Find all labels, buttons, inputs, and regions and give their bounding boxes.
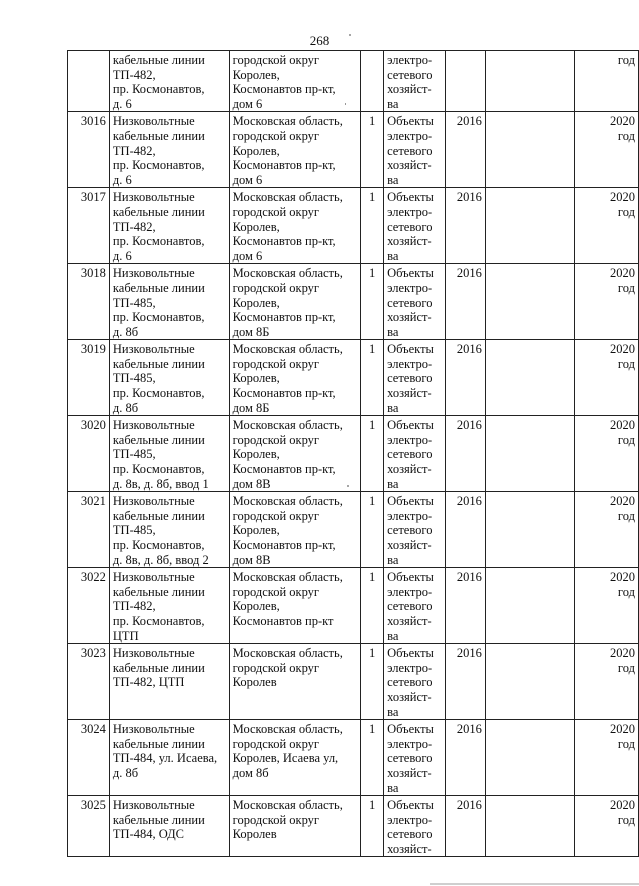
object-year-cell — [446, 720, 486, 796]
object-name: кабельные линии ТП-482, пр. Космонавтов, д. 6 — [112, 53, 205, 111]
object-location: Московская область, городской округ Королев — [232, 646, 343, 690]
row-number: 3020 — [80, 418, 106, 433]
object-quantity-cell — [361, 188, 384, 264]
row-number-cell — [68, 112, 110, 188]
empty-cell-cell — [485, 112, 574, 188]
object-quantity-cell — [361, 644, 384, 720]
empty-cell-cell — [485, 51, 574, 112]
object-type-cell — [384, 492, 446, 568]
object-name-cell — [109, 340, 229, 416]
object-quantity: 1 — [369, 342, 376, 357]
object-location-cell — [229, 720, 361, 796]
object-quantity-cell — [361, 796, 384, 857]
completion-year-cell — [575, 796, 639, 857]
object-name-cell — [109, 796, 229, 857]
object-name-cell — [109, 112, 229, 188]
object-quantity: 1 — [369, 418, 376, 433]
empty-cell-cell — [485, 264, 574, 340]
completion-year: 2020 год — [610, 494, 635, 523]
scan-artifact-dot — [349, 34, 351, 36]
row-number-cell — [68, 568, 110, 644]
object-name: Низковольтные кабельные линии ТП-485, пр. Космонавтов, д. 8б — [112, 342, 205, 415]
row-number: 3018 — [80, 266, 106, 281]
object-quantity: 1 — [369, 570, 376, 585]
object-location: Московская область, городской округ Королев — [232, 798, 343, 842]
object-quantity-cell — [361, 112, 384, 188]
object-type: Объекты электро- сетевого хозяйст- ва — [387, 190, 434, 263]
completion-year: год — [617, 53, 635, 67]
object-quantity-cell — [361, 51, 384, 112]
table-row — [68, 720, 639, 796]
row-number: 3017 — [80, 190, 106, 205]
object-year-cell — [446, 416, 486, 492]
object-quantity: 1 — [369, 722, 376, 737]
object-name: Низковольтные кабельные линии ТП-485, пр. Космонавтов, д. 8в, д. 8б, ввод 1 — [112, 418, 209, 491]
object-location-cell — [229, 264, 361, 340]
object-quantity-cell — [361, 720, 384, 796]
empty-cell-cell — [485, 492, 574, 568]
object-location-cell — [229, 112, 361, 188]
object-year-cell — [446, 51, 486, 112]
object-type-cell — [384, 416, 446, 492]
table-row — [68, 188, 639, 264]
object-year: 2016 — [456, 798, 482, 813]
empty-cell-cell — [485, 644, 574, 720]
object-year-cell — [446, 340, 486, 416]
completion-year-cell — [575, 51, 639, 112]
row-number: 3019 — [80, 342, 106, 357]
object-name: Низковольтные кабельные линии ТП-485, пр. Космонавтов, д. 8б — [112, 266, 205, 339]
object-year-cell — [446, 188, 486, 264]
row-number-cell — [68, 340, 110, 416]
object-quantity: 1 — [369, 646, 376, 661]
object-quantity: 1 — [369, 266, 376, 281]
object-type-cell — [384, 112, 446, 188]
page-number: 268 — [309, 33, 330, 48]
row-number: 3023 — [80, 646, 106, 661]
row-number: 3022 — [80, 570, 106, 585]
object-year: 2016 — [456, 190, 482, 205]
object-location: Московская область, городской округ Королев, Космонавтов пр-кт — [232, 570, 343, 628]
table-row — [68, 796, 639, 857]
object-type-cell — [384, 188, 446, 264]
completion-year-cell — [575, 340, 639, 416]
completion-year-cell — [575, 644, 639, 720]
object-year-cell — [446, 644, 486, 720]
object-year-cell — [446, 112, 486, 188]
object-name-cell — [109, 188, 229, 264]
registry-table — [67, 50, 639, 857]
object-location: Московская область, городской округ Королев, Космонавтов пр-кт, дом 6 — [232, 190, 343, 263]
object-quantity-cell — [361, 492, 384, 568]
object-location-cell — [229, 568, 361, 644]
completion-year: 2020 год — [610, 570, 635, 599]
object-name: Низковольтные кабельные линии ТП-482, пр. Космонавтов, д. 6 — [112, 190, 205, 263]
completion-year: 2020 год — [610, 418, 635, 447]
object-location-cell — [229, 416, 361, 492]
empty-cell-cell — [485, 188, 574, 264]
row-number-cell — [68, 51, 110, 112]
table-row — [68, 568, 639, 644]
object-name-cell — [109, 416, 229, 492]
object-location-cell — [229, 644, 361, 720]
object-type-cell — [384, 568, 446, 644]
object-type: Объекты электро- сетевого хозяйст- ва — [387, 342, 434, 415]
object-name-cell — [109, 568, 229, 644]
row-number: 3016 — [80, 114, 106, 129]
completion-year-cell — [575, 720, 639, 796]
row-number-cell — [68, 188, 110, 264]
object-type-cell — [384, 796, 446, 857]
object-location: Московская область, городской округ Королев, Исаева ул, дом 8б — [232, 722, 343, 780]
object-name-cell — [109, 264, 229, 340]
object-location-cell — [229, 796, 361, 857]
object-year: 2016 — [456, 342, 482, 357]
object-year-cell — [446, 568, 486, 644]
table-row — [68, 340, 639, 416]
object-type: Объекты электро- сетевого хозяйст- ва — [387, 646, 434, 719]
completion-year: 2020 год — [610, 266, 635, 295]
completion-year-cell — [575, 416, 639, 492]
object-name: Низковольтные кабельные линии ТП-485, пр. Космонавтов, д. 8в, д. 8б, ввод 2 — [112, 494, 209, 567]
object-year-cell — [446, 264, 486, 340]
scan-artifact-dot — [347, 485, 349, 487]
object-name: Низковольтные кабельные линии ТП-484, ОДС — [112, 798, 205, 842]
object-year: 2016 — [456, 266, 482, 281]
scan-artifact-line — [430, 883, 639, 885]
object-location-cell — [229, 340, 361, 416]
object-name-cell — [109, 492, 229, 568]
table-row — [68, 264, 639, 340]
object-name: Низковольтные кабельные линии ТП-482, пр. Космонавтов, ЦТП — [112, 570, 205, 643]
object-quantity-cell — [361, 264, 384, 340]
row-number-cell — [68, 720, 110, 796]
object-year: 2016 — [456, 646, 482, 661]
row-number-cell — [68, 644, 110, 720]
object-type: Объекты электро- сетевого хозяйст- ва — [387, 114, 434, 187]
object-location-cell — [229, 188, 361, 264]
empty-cell-cell — [485, 416, 574, 492]
object-type-cell — [384, 264, 446, 340]
object-name: Низковольтные кабельные линии ТП-482, пр. Космонавтов, д. 6 — [112, 114, 205, 187]
object-type: электро- сетевого хозяйст- ва — [387, 53, 433, 111]
object-type: Объекты электро- сетевого хозяйст- — [387, 798, 434, 856]
table-row — [68, 492, 639, 568]
object-location: Московская область, городской округ Королев, Космонавтов пр-кт, дом 8В — [232, 418, 343, 491]
row-number: 3024 — [80, 722, 106, 737]
object-type: Объекты электро- сетевого хозяйст- ва — [387, 722, 434, 795]
completion-year: 2020 год — [610, 798, 635, 827]
row-number-cell — [68, 492, 110, 568]
row-number-cell — [68, 264, 110, 340]
object-location-cell — [229, 492, 361, 568]
completion-year-cell — [575, 492, 639, 568]
object-quantity-cell — [361, 568, 384, 644]
object-quantity: 1 — [369, 114, 376, 129]
object-year: 2016 — [456, 570, 482, 585]
object-quantity: 1 — [369, 494, 376, 509]
object-quantity-cell — [361, 416, 384, 492]
row-number-cell — [68, 416, 110, 492]
row-number-cell — [68, 796, 110, 857]
object-name-cell — [109, 644, 229, 720]
object-year: 2016 — [456, 722, 482, 737]
object-name-cell — [109, 720, 229, 796]
completion-year: 2020 год — [610, 190, 635, 219]
empty-cell-cell — [485, 796, 574, 857]
empty-cell-cell — [485, 568, 574, 644]
object-name: Низковольтные кабельные линии ТП-482, ЦТП — [112, 646, 205, 690]
row-number: 3021 — [80, 494, 106, 509]
object-type: Объекты электро- сетевого хозяйст- ва — [387, 570, 434, 643]
completion-year-cell — [575, 112, 639, 188]
table-row — [68, 112, 639, 188]
object-location: Московская область, городской округ Королев, Космонавтов пр-кт, дом 8В — [232, 494, 343, 567]
object-year: 2016 — [456, 418, 482, 433]
scan-artifact-dot — [345, 103, 346, 105]
object-type: Объекты электро- сетевого хозяйст- ва — [387, 418, 434, 491]
completion-year-cell — [575, 188, 639, 264]
table-row — [68, 644, 639, 720]
object-type-cell — [384, 51, 446, 112]
completion-year: 2020 год — [610, 114, 635, 143]
object-type: Объекты электро- сетевого хозяйст- ва — [387, 266, 434, 339]
object-year: 2016 — [456, 114, 482, 129]
object-quantity-cell — [361, 340, 384, 416]
table-row — [68, 416, 639, 492]
object-name: Низковольтные кабельные линии ТП-484, ул. Исаева, д. 8б — [112, 722, 218, 780]
empty-cell-cell — [485, 340, 574, 416]
object-location: Московская область, городской округ Королев, Космонавтов пр-кт, дом 8Б — [232, 342, 343, 415]
completion-year: 2020 год — [610, 646, 635, 675]
object-location-cell — [229, 51, 361, 112]
object-quantity: 1 — [369, 798, 376, 813]
empty-cell-cell — [485, 720, 574, 796]
object-location: Московская область, городской округ Королев, Космонавтов пр-кт, дом 8Б — [232, 266, 343, 339]
object-location: городской округ Королев, Космонавтов пр-кт, дом 6 — [232, 53, 336, 111]
completion-year: 2020 год — [610, 722, 635, 751]
object-year: 2016 — [456, 494, 482, 509]
object-type-cell — [384, 720, 446, 796]
object-year-cell — [446, 492, 486, 568]
completion-year: 2020 год — [610, 342, 635, 371]
object-quantity: 1 — [369, 190, 376, 205]
row-number: 3025 — [80, 798, 106, 813]
object-type-cell — [384, 340, 446, 416]
object-location: Московская область, городской округ Королев, Космонавтов пр-кт, дом 6 — [232, 114, 343, 187]
object-year-cell — [446, 796, 486, 857]
completion-year-cell — [575, 264, 639, 340]
completion-year-cell — [575, 568, 639, 644]
object-name-cell — [109, 51, 229, 112]
table-row — [68, 51, 639, 112]
object-type-cell — [384, 644, 446, 720]
object-type: Объекты электро- сетевого хозяйст- ва — [387, 494, 434, 567]
